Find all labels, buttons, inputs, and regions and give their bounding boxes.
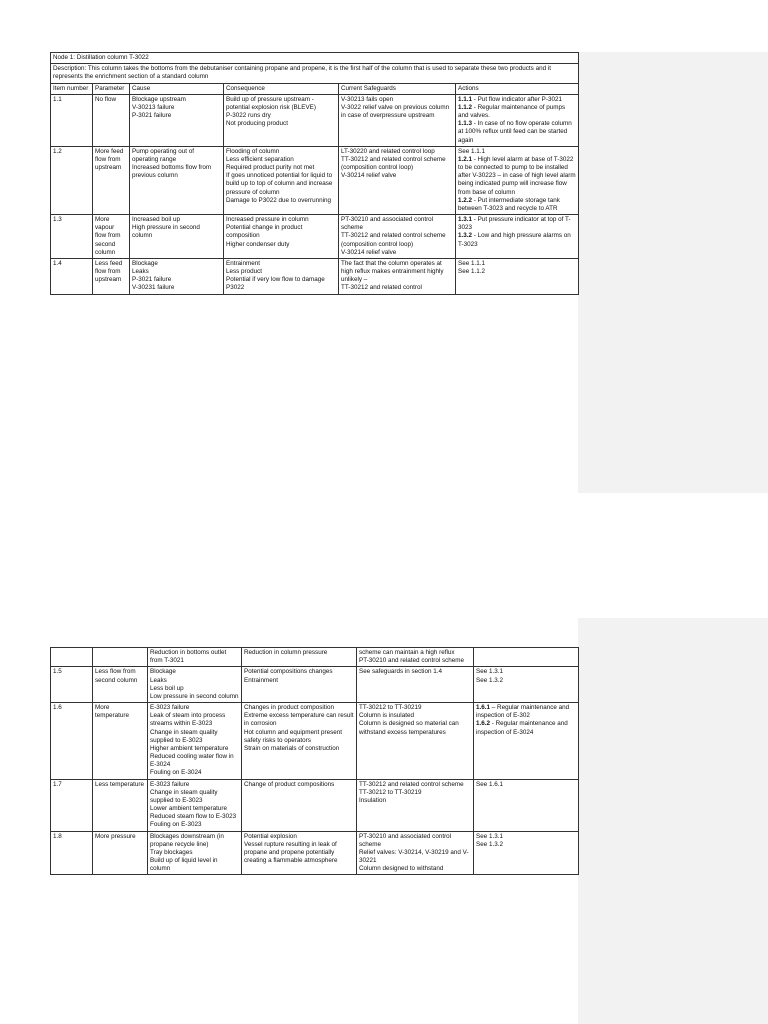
safeguard-line: Insulation [359,796,386,804]
action-line: 1.6.2 - Regular maintenance and inspection of E-3024 [476,720,568,736]
safeguard-line: TT-30212 and related control scheme [359,780,464,788]
cause-line: Blockages downstream (in propane recycle line) [150,832,224,848]
cause-cell [148,667,242,703]
action-line: 1.2.1 - High level alarm at base of T-3022 to be connected to pump to be installed after V-30223 – in case of high level alarm being indicated pump will increase flow from base of column [458,155,576,196]
header-actions: Actions [456,83,579,94]
hazop-table-page-2 [50,647,579,875]
cause-cell [130,258,224,294]
safeguard-line: TT-30212 and related control [341,284,422,292]
cause-cell [148,648,242,667]
action-line: See 1.1.1 [458,147,485,155]
action-line: See 1.1.1 [458,259,485,267]
cause-line: Reduced cooling water flow in E-3024 [150,753,234,769]
parameter-line: Less flow from second column [95,668,138,684]
cause-cell [148,703,242,780]
item-number: 1.2 [51,146,93,214]
consequence-line: Increased pressure in column [226,216,309,224]
safeguard-line: PT-30210 and associated control scheme [359,832,452,848]
table-row [51,94,579,146]
cause-cell [148,831,242,875]
safeguard-line: V-30214 relief valve [341,248,397,256]
safeguard-line: The fact that the column operates at high reflux makes entrainment highly unlikely – [341,259,444,284]
safeguard-line: TT-30212 and related control scheme (composition control loop) [341,232,446,248]
safeguards-cell [339,215,456,259]
consequence-line: Change of product compositions [244,780,335,788]
safeguard-line: V-30213 fails open [341,95,394,103]
action-id: 1.3.2 [458,232,473,240]
actions-cell [474,667,579,703]
table-row [51,215,579,259]
table-row [51,779,579,831]
safeguard-line: TT-30212 and related control scheme (composition control loop) [341,155,446,172]
action-line: See 1.3.2 [476,840,503,848]
action-line: 1.1.2 - Regular maintenance of pumps and valves. [458,103,566,120]
actions-cell [474,779,579,831]
cause-line: Blockage [150,668,176,676]
item-number: 1.1 [51,94,93,146]
cause-line: Fouling on E-3023 [150,821,202,829]
parameter-line: Less temperature [95,780,145,788]
consequence-line: Higher condenser duty [226,240,290,248]
action-id: 1.3.1 [458,216,473,224]
cause-line: V-30213 failure [132,103,175,111]
consequence-line: Potential compositions changes [244,668,333,676]
parameter-cell [93,779,148,831]
consequence-line: P-3022 runs dry [226,112,271,120]
actions-cell [474,831,579,875]
header-row [51,83,579,94]
parameter-line: More feed flow from upstream [95,147,124,172]
parameter-cell [93,146,130,214]
action-id: 1.6.2 [476,720,491,728]
consequence-line: Less efficient separation [226,155,294,163]
safeguard-line: scheme can maintain a high reflux [359,649,455,656]
safeguard-line: See safeguards in section 1.4 [359,668,442,676]
safeguards-cell [339,146,456,214]
safeguards-cell [357,648,474,667]
consequence-line: Entrainment [244,676,278,684]
node-title-row [51,53,579,64]
safeguard-line: TT-30212 to TT-30219 [359,704,422,712]
item-number [51,648,93,667]
consequence-line: Changes in product composition [244,704,334,712]
actions-cell [456,258,579,294]
table-row [51,831,579,875]
consequence-line: Potential if very low flow to damage P3022 [226,276,325,292]
item-number: 1.6 [51,703,93,780]
safeguards-cell [339,94,456,146]
parameter-cell [93,258,130,294]
consequence-line: Reduction in column pressure [244,649,328,656]
safeguards-cell [357,667,474,703]
parameter-cell [93,215,130,259]
header-parameter: Parameter [93,83,130,94]
action-line: See 1.3.1 [476,832,503,840]
safeguard-line: V-3022 relief valve on previous column in case of overpressure upstream [341,103,450,120]
actions-cell [456,146,579,214]
consequence-cell [242,831,357,875]
cause-line: Less boil up [150,684,184,692]
cause-line: Leak of steam into process streams within E-3023 [150,712,226,728]
consequence-cell [242,703,357,780]
item-number: 1.4 [51,258,93,294]
consequence-line: Hot column and equipment present safety risks to operators [244,728,343,744]
cause-line: Reduced steam flow to E-3023 [150,813,237,821]
consequence-line: Less product [226,268,263,276]
action-id: 1.2.1 [458,155,473,163]
header-cause: Cause [130,83,224,94]
hazop-table-page-1 [50,52,579,295]
safeguards-cell [357,831,474,875]
action-line: 1.6.1 – Regular maintenance and inspection of E-302 [476,704,570,720]
header-consequence: Consequence [224,83,339,94]
action-line: See 1.1.2 [458,268,485,276]
cause-line: Increased boil up [132,216,180,224]
parameter-cell [93,648,148,667]
consequence-cell [224,215,339,259]
action-id: 1.1.3 [458,120,473,128]
cause-line: Reduction in bottoms outlet from T-3021 [150,649,227,665]
cause-line: V-30231 failure [132,284,175,292]
cause-line: Leaks [132,268,149,276]
consequence-line: Damage to P3022 due to overrunning [226,196,332,204]
consequence-line: Vessel rupture resulting in leak of propane and propene potentially creating a flammable atmosphere [244,840,338,865]
cause-line: Pump operating out of operating range [132,147,194,163]
action-line: 1.1.1 - Put flow indicator after P-3021 [458,95,562,103]
table-row [51,258,579,294]
safeguard-line: Column designed to withstand [359,865,444,873]
parameter-cell [93,831,148,875]
parameter-line: No flow [95,95,116,103]
parameter-line: More temperature [95,704,129,720]
consequence-line: Required product purity not met [226,164,315,172]
cause-line: Blockage [132,259,158,267]
item-number: 1.3 [51,215,93,259]
safeguard-line: PT-30210 and related control scheme [359,657,465,665]
comment-margin-top [578,52,768,493]
item-number: 1.5 [51,667,93,703]
cause-line: Increased bottoms flow from previous column [132,164,212,180]
action-line: 1.1.3 - In case of no flow operate column at 100% reflux until feed can be started again [458,120,572,144]
safeguards-cell [357,779,474,831]
cause-line: Change in steam quality supplied to E-3023 [150,728,218,744]
consequence-line: Entrainment [226,259,260,267]
consequence-line: If goes unnoticed potential for liquid to build up to top of column and increase pressure of column [226,172,333,196]
safeguards-cell [357,703,474,780]
action-id: 1.1.1 [458,95,473,103]
consequence-line: Potential change in product composition [226,224,303,240]
cause-cell [130,215,224,259]
actions-cell [456,94,579,146]
cause-line: Tray blockages [150,848,193,856]
header-safeguards: Current Safeguards [339,83,456,94]
safeguard-line: V-30214 relief valve [341,172,397,180]
safeguard-line: TT-30212 to TT-30219 [359,788,422,796]
description-row [51,64,579,83]
actions-cell [474,648,579,667]
action-id: 1.2.2 [458,196,473,204]
consequence-line: Build up of pressure upstream - potential explosion risk (BLEVE) [226,95,316,111]
cause-line: Blockage upstream [132,95,186,103]
consequence-line: Strain on materials of construction [244,744,340,752]
consequence-line: Potential explosion [244,832,297,840]
action-line: See 1.3.2 [476,676,503,684]
comment-margin-bottom [578,618,768,1024]
table-row [51,146,579,214]
consequence-cell [242,667,357,703]
cause-line: Lower ambient temperature [150,805,228,813]
safeguard-line: PT-30210 and associated control scheme [341,216,434,232]
cause-cell [130,94,224,146]
cause-line: Fouling on E-3024 [150,769,202,777]
consequence-cell [242,648,357,667]
table-row [51,703,579,780]
header-item-number: Item number [51,83,93,94]
cause-line: P-3021 failure [132,112,172,120]
node-title: Node 1: Distillation column T-3022 [51,53,579,64]
consequence-cell [224,258,339,294]
parameter-cell [93,94,130,146]
action-line: 1.3.1 - Put pressure indicator at top of T-3023 [458,216,571,232]
cause-line: High pressure in second column [132,224,200,240]
item-number: 1.7 [51,779,93,831]
safeguard-line: LT-30220 and related control loop [341,147,435,155]
safeguard-line: Column is designed so material can withstand excess temperatures [359,720,459,736]
table-row [51,648,579,667]
cause-line: Higher ambient temperature [150,744,229,752]
safeguard-line: Column is insulated [359,712,414,720]
action-line: See 1.3.1 [476,668,503,676]
consequence-cell [224,146,339,214]
parameter-cell [93,667,148,703]
action-line: See 1.6.1 [476,780,503,788]
consequence-cell [242,779,357,831]
cause-line: Build up of liquid level in column [150,857,218,873]
parameter-line: More pressure [95,832,136,840]
actions-cell [474,703,579,780]
cause-line: P-3021 failure [132,276,172,284]
cause-line: E-3023 failure [150,780,190,788]
action-line: 1.2.2 - Put intermediate storage tank between T-3023 and recycle to ATR [458,196,560,212]
cause-line: Leaks [150,676,167,684]
table-row [51,667,579,703]
parameter-line: More vapour flow from second column [95,216,121,256]
safeguard-line: Relief valves: V-30214, V-30219 and V-30221 [359,848,469,865]
actions-cell [456,215,579,259]
consequence-cell [224,94,339,146]
cause-line: Change in steam quality supplied to E-3023 [150,788,218,804]
action-id: 1.1.2 [458,103,473,111]
safeguards-cell [339,258,456,294]
consequence-line: Flooding of column [226,147,280,155]
consequence-line: Not producing product [226,120,288,128]
cause-line: Low pressure in second column [150,692,239,700]
action-id: 1.6.1 [476,704,491,712]
cause-cell [130,146,224,214]
parameter-line: Less feed flow from upstream [95,259,123,284]
node-description: Description: This column takes the bottoms from the debutaniser containing propane and propene, it is the first half of the column that is used to separate these two products and it represents the enrichment section of a standard column [51,64,579,83]
consequence-line: Extreme excess temperature can result in corrosion [244,712,354,728]
parameter-cell [93,703,148,780]
item-number: 1.8 [51,831,93,875]
action-line: 1.3.2 - Low and high pressure alarms on T-3023 [458,232,571,248]
cause-line: E-3023 failure [150,704,190,712]
cause-cell [148,779,242,831]
